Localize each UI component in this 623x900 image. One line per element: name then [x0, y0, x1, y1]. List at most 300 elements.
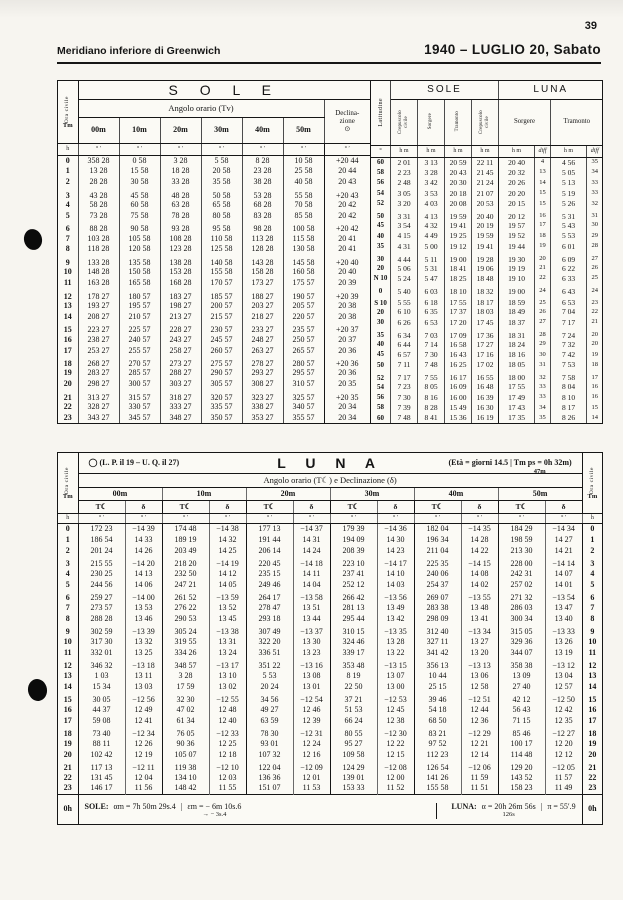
table-cell: 4 13	[418, 209, 445, 221]
unit-diff: diff	[535, 145, 551, 157]
table-cell: −13 39	[125, 624, 162, 636]
t-moon-header: T☾	[330, 500, 377, 513]
table-cell: 8 28	[242, 155, 283, 166]
punch-hole	[22, 227, 45, 252]
table-cell: 76 05	[162, 726, 209, 738]
unit-hm: h m	[472, 145, 499, 157]
table-cell: 14 24	[293, 545, 330, 556]
table-row	[58, 255, 370, 267]
table-cell: 20 41	[324, 244, 370, 255]
table-cell: 8	[65, 613, 70, 623]
table-cell: 52	[377, 199, 385, 208]
table-cell: 15 58	[119, 166, 160, 177]
table-cell: 12 26	[125, 738, 162, 749]
moon-phase-note: ◯ (L. P. il 19 – U. Q. il 27)	[88, 457, 180, 467]
ora-civile-label: Ora civile	[63, 466, 70, 495]
table-cell: −12 50	[545, 692, 582, 704]
table-cell: 93 01	[246, 738, 293, 749]
table-cell: 13 48	[461, 602, 498, 613]
table-cell: 138 28	[160, 255, 201, 267]
table-cell: 13 28	[377, 636, 414, 647]
header-rule	[57, 62, 601, 64]
table-cell: 120 58	[119, 244, 160, 255]
luna-parallax-value: π = 55′.9	[547, 802, 576, 811]
table-cell: 23	[63, 412, 72, 422]
unit-hm: h m	[499, 145, 535, 157]
table-cell: 85 46	[498, 726, 545, 738]
table-cell: 18 17	[472, 295, 499, 307]
table-cell: 32	[587, 199, 603, 209]
table-row	[371, 295, 603, 307]
table-cell: 18 05	[499, 360, 535, 370]
table-cell: 125 58	[201, 244, 242, 255]
table-cell: 189 19	[162, 534, 209, 545]
civile-label: civile	[403, 116, 409, 128]
table-cell: 14 08	[461, 568, 498, 579]
table-cell: 27	[535, 317, 551, 327]
table-cell: 5 26	[551, 199, 587, 209]
table-cell: 273 57	[78, 602, 125, 613]
table-cell: 40	[377, 231, 385, 240]
unit-deg-min: ° ′	[119, 143, 160, 155]
col-header-40m: 40m	[414, 487, 498, 500]
table-cell: 107 32	[246, 749, 293, 760]
table-cell: 12 39	[293, 715, 330, 726]
t-moon-header: T☾	[414, 500, 461, 513]
table-cell: 19	[587, 350, 603, 360]
table-cell: 17 49	[499, 392, 535, 402]
table-cell: 293 18	[246, 613, 293, 624]
table-cell: 32 30	[162, 692, 209, 704]
table-cell: 68 28	[242, 200, 283, 211]
table-row	[371, 252, 603, 264]
table-cell: 225 35	[414, 556, 461, 568]
table-cell: 2 48	[391, 178, 418, 188]
table-cell: 24	[535, 284, 551, 296]
table-cell: 93 28	[160, 221, 201, 233]
table-cell: 17 16	[472, 350, 499, 360]
table-cell: 18 25	[445, 274, 472, 284]
table-cell: 12 24	[293, 738, 330, 749]
unit-deg-min: ° ′	[78, 143, 119, 155]
table-cell: 22	[535, 274, 551, 284]
table-cell: 119 38	[162, 760, 209, 772]
table-cell: 134 10	[162, 772, 209, 783]
table-row	[371, 263, 603, 273]
table-cell: 198 27	[160, 301, 201, 312]
table-cell: 6 01	[551, 241, 587, 251]
table-cell: 12 04	[125, 772, 162, 783]
table-row	[58, 390, 370, 402]
table-cell: 8	[65, 244, 70, 254]
table-cell: 300 34	[498, 613, 545, 624]
unit-deg-min: ° ′	[201, 143, 242, 155]
table-row	[58, 602, 602, 613]
table-row	[58, 568, 602, 579]
table-cell: 12 16	[293, 749, 330, 760]
table-cell: 206 14	[246, 545, 293, 556]
table-cell: 240 06	[414, 568, 461, 579]
table-cell: 14 04	[293, 579, 330, 590]
table-cell: 19 25	[445, 231, 472, 241]
table-cell: 7 17	[551, 317, 587, 327]
table-cell: −14 20	[125, 556, 162, 568]
table-cell: 10	[582, 636, 602, 647]
table-cell: 13 07	[377, 670, 414, 681]
table-cell: 245 57	[201, 334, 242, 345]
table-cell: 20 34	[324, 402, 370, 413]
table-cell: 20	[587, 328, 603, 340]
table-cell: 7 11	[391, 360, 418, 370]
table-cell: 315 05	[498, 624, 545, 636]
table-cell: 247 21	[162, 579, 209, 590]
table-cell: 33 28	[160, 177, 201, 188]
table-cell: 20 59	[445, 157, 472, 167]
table-cell: 13 51	[293, 602, 330, 613]
table-cell: 22	[587, 307, 603, 317]
table-cell: 188 27	[242, 289, 283, 301]
table-cell: 12 36	[461, 715, 498, 726]
table-row	[371, 403, 603, 413]
table-cell: −14 19	[209, 556, 246, 568]
table-cell: 122 04	[246, 760, 293, 772]
table-row	[371, 360, 603, 370]
table-cell: 307 49	[246, 624, 293, 636]
table-cell: 7 23	[391, 382, 418, 392]
table-cell: 213 30	[498, 545, 545, 556]
table-cell: 12 48	[209, 704, 246, 715]
table-cell: 215 57	[201, 311, 242, 322]
sun-table-header	[58, 81, 370, 155]
table-cell: −12 33	[209, 726, 246, 738]
table-cell: 30	[377, 254, 385, 263]
table-cell: 249 46	[246, 579, 293, 590]
table-cell: 54	[377, 188, 385, 197]
table-cell: 8 16	[418, 392, 445, 402]
unit-diff: diff	[587, 145, 603, 157]
table-cell: 17 09	[445, 328, 472, 340]
table-cell: 52	[377, 373, 385, 382]
table-cell: 105 07	[162, 749, 209, 760]
table-cell: 20 43	[324, 177, 370, 188]
table-cell: 66 24	[330, 715, 377, 726]
table-cell: 16	[535, 209, 551, 221]
table-cell: 13	[63, 670, 72, 680]
table-cell: 17 35	[499, 413, 535, 423]
table-row	[58, 749, 602, 760]
table-cell: 184 29	[498, 523, 545, 534]
table-cell: 298 09	[414, 613, 461, 624]
table-cell: 177 13	[246, 523, 293, 534]
table-row	[58, 166, 370, 177]
table-cell: 332 01	[78, 647, 125, 658]
table-cell: 283 27	[78, 368, 119, 379]
table-cell: 12 44	[461, 704, 498, 715]
table-cell: 6 35	[418, 307, 445, 317]
table-cell: 319 55	[162, 636, 209, 647]
table-cell: +20 35	[324, 390, 370, 402]
table-cell: 58 28	[78, 200, 119, 211]
table-cell: −13 18	[125, 658, 162, 670]
table-cell: 353 48	[330, 658, 377, 670]
table-cell: 4	[65, 568, 70, 578]
table-cell: 18	[587, 360, 603, 370]
table-cell: 355 57	[283, 412, 324, 423]
age-text: (Età = giorni 14.5 | Tm ps = 0h 32m)	[448, 457, 572, 467]
table-cell: 12 03	[209, 772, 246, 783]
t-moon-header: T☾	[246, 500, 293, 513]
table-cell: 5 00	[418, 241, 445, 251]
table-cell: 19 41	[472, 241, 499, 251]
table-cell: 25	[587, 274, 603, 284]
delta-header: δ	[293, 500, 330, 513]
table-cell: 242 31	[498, 568, 545, 579]
table-cell: 97 52	[414, 738, 461, 749]
table-cell: 17 36	[472, 328, 499, 340]
unit-deg-min: ° ′	[78, 513, 125, 523]
table-cell: −14 00	[125, 590, 162, 602]
table-cell: 21	[63, 763, 72, 772]
table-row	[58, 334, 370, 345]
table-cell: 90 58	[119, 221, 160, 233]
table-cell: 23	[587, 295, 603, 307]
table-cell: 1	[65, 166, 70, 176]
unit-hm: h m	[391, 145, 418, 157]
ora-civile-label: Ora civile	[63, 95, 70, 124]
table-cell: 233 27	[242, 322, 283, 334]
table-cell: 12	[582, 658, 602, 670]
col-header-10m: 10m	[119, 117, 160, 143]
t-moon-header: T☾	[498, 500, 545, 513]
table-cell: 165 58	[119, 278, 160, 289]
table-cell: 7 39	[391, 403, 418, 413]
moon-table-header	[58, 453, 602, 523]
table-cell: 12 01	[293, 772, 330, 783]
table-cell: 8	[582, 613, 602, 624]
table-cell: −14 37	[293, 523, 330, 534]
sole-eps-block	[187, 803, 241, 819]
table-cell: 6 33	[551, 274, 587, 284]
table-cell: 275 57	[201, 356, 242, 368]
table-cell: 183 27	[160, 289, 201, 301]
table-cell: 18 48	[472, 274, 499, 284]
table-cell: 0	[378, 287, 383, 296]
table-cell: 78 28	[160, 210, 201, 221]
table-cell: 11	[63, 647, 72, 657]
table-cell: 17	[582, 715, 602, 726]
table-cell: 168 28	[160, 278, 201, 289]
table-cell: 14	[587, 413, 603, 423]
table-cell: 313 27	[78, 390, 119, 402]
table-cell: 0	[582, 523, 602, 534]
table-cell: 346 32	[78, 658, 125, 670]
table-cell: 16 58	[445, 339, 472, 349]
table-cell: 9	[582, 624, 602, 636]
table-cell: 22 50	[330, 681, 377, 692]
age-subnote: 47m	[533, 467, 546, 473]
table-cell: 13 11	[125, 670, 162, 681]
table-cell: −13 58	[293, 590, 330, 602]
unit-deg-min: ° ′	[209, 513, 246, 523]
table-cell: 350 57	[201, 412, 242, 423]
table-cell: 14 03	[377, 579, 414, 590]
table-cell: 105 58	[119, 233, 160, 244]
table-cell: 325 57	[283, 390, 324, 402]
unit-deg-min: ° ′	[377, 513, 414, 523]
table-cell: 195 57	[119, 301, 160, 312]
table-cell: −12 53	[377, 692, 414, 704]
tramonto-label: Tramonto	[454, 111, 460, 132]
table-cell: 305 24	[162, 624, 209, 636]
table-cell: 131 45	[78, 772, 125, 783]
table-cell: −12 06	[461, 760, 498, 772]
table-cell: 100 58	[283, 221, 324, 233]
table-cell: 5 31	[551, 209, 587, 221]
table-cell: +20 36	[324, 356, 370, 368]
table-cell: 14 07	[545, 568, 582, 579]
table-cell: 126 54	[414, 760, 461, 772]
unit-deg-min: ° ′	[283, 143, 324, 155]
table-row	[371, 199, 603, 209]
table-cell: 10 58	[283, 155, 324, 166]
table-cell: 118 28	[78, 244, 119, 255]
table-cell: 50	[377, 360, 385, 369]
table-cell: 136 36	[246, 772, 293, 783]
table-cell: 6 18	[418, 295, 445, 307]
footer-hour-left: 0h	[58, 794, 78, 824]
table-cell: 21 45	[472, 167, 499, 177]
table-cell: 11 49	[545, 783, 582, 794]
table-cell: 6 10	[391, 307, 418, 317]
t-moon-header: T☾	[162, 500, 209, 513]
sole-label: SOLE:	[84, 802, 109, 811]
table-cell: 7 55	[418, 370, 445, 382]
table-row	[58, 322, 370, 334]
table-cell: 13 20	[461, 647, 498, 658]
table-cell: 33	[587, 188, 603, 198]
table-row	[371, 231, 603, 241]
table-cell: 20	[582, 749, 602, 760]
table-cell: 148 28	[78, 267, 119, 278]
table-cell: 19 00	[445, 252, 472, 264]
table-cell: 80 55	[330, 726, 377, 738]
table-cell: 20 12	[499, 209, 535, 221]
table-cell: 14 23	[377, 545, 414, 556]
table-cell: 5 40	[391, 284, 418, 296]
table-row	[58, 658, 602, 670]
table-cell: 11	[63, 278, 72, 288]
table-cell: 17	[587, 370, 603, 382]
table-cell: 2 01	[391, 157, 418, 167]
table-cell: 5 31	[418, 263, 445, 273]
table-cell: 318 27	[160, 390, 201, 402]
table-cell: 12 45	[377, 704, 414, 715]
table-cell: 20 32	[499, 167, 535, 177]
table-cell: 88 28	[78, 221, 119, 233]
unit-deg-min: ° ′	[330, 513, 377, 523]
table-row	[58, 647, 602, 658]
col-header-00m: 00m	[78, 487, 162, 500]
table-cell: 310 15	[330, 624, 377, 636]
table-cell: 19 10	[499, 274, 535, 284]
table-row	[58, 301, 370, 312]
table-cell: 50 58	[201, 187, 242, 199]
table-cell: 205 57	[283, 301, 324, 312]
table-cell: 4 15	[391, 231, 418, 241]
table-cell: 268 27	[78, 356, 119, 368]
table-cell: 78 30	[246, 726, 293, 738]
moon-hour-angle-table	[58, 453, 602, 824]
table-cell: 14 25	[209, 545, 246, 556]
table-cell: 33	[587, 178, 603, 188]
table-cell: 13 06	[461, 670, 498, 681]
table-cell: 6 44	[391, 339, 418, 349]
table-cell: 14	[63, 681, 72, 691]
table-cell: 5 43	[551, 220, 587, 230]
table-cell: 14 06	[125, 579, 162, 590]
table-cell: 58	[377, 168, 385, 177]
table-cell: 13	[535, 167, 551, 177]
table-cell: 248 27	[242, 334, 283, 345]
table-cell: 63 28	[160, 200, 201, 211]
table-cell: 5 53	[246, 670, 293, 681]
ora-civile-header-right	[582, 453, 602, 513]
table-row	[371, 392, 603, 402]
table-cell: 3 28	[160, 155, 201, 166]
table-cell: 128 28	[242, 244, 283, 255]
table-cell: 19	[535, 241, 551, 251]
table-cell: 5 06	[391, 263, 418, 273]
table-cell: 14 32	[209, 534, 246, 545]
table-row	[58, 345, 370, 356]
table-cell: 351 22	[246, 658, 293, 670]
table-cell: S 10	[374, 298, 387, 307]
sorgere-header	[418, 99, 445, 145]
table-cell: 2	[65, 545, 70, 555]
table-cell: 1	[65, 534, 70, 544]
table-cell: 258 27	[160, 345, 201, 356]
table-row	[58, 590, 602, 602]
table-row	[58, 244, 370, 255]
table-row	[58, 177, 370, 188]
unit-deg-min: ° ′	[160, 143, 201, 155]
table-cell: 263 27	[242, 345, 283, 356]
tm-label: Tm	[587, 493, 598, 501]
unit-hour: h	[582, 513, 602, 523]
table-cell: 264 17	[246, 590, 293, 602]
col-header-20m: 20m	[246, 487, 330, 500]
luna-label: LUNA:	[451, 802, 477, 811]
table-cell: 223 10	[330, 556, 377, 568]
table-row	[58, 738, 602, 749]
table-cell: 59 08	[78, 715, 125, 726]
table-cell: −14 17	[377, 556, 414, 568]
moon-table-body	[58, 523, 602, 794]
table-cell: 13	[63, 300, 72, 310]
table-cell: 45 58	[119, 187, 160, 199]
moon-title-bar	[78, 453, 582, 473]
ora-civile-header	[58, 81, 78, 143]
rise-set-body	[371, 157, 603, 423]
table-cell: 175 57	[283, 278, 324, 289]
table-cell: −12 34	[125, 726, 162, 738]
table-cell: 340 57	[283, 402, 324, 413]
table-cell: 343 27	[78, 412, 119, 423]
table-cell: 28	[535, 328, 551, 340]
table-cell: 252 12	[330, 579, 377, 590]
table-cell: 55 58	[283, 187, 324, 199]
table-cell: 160 58	[283, 267, 324, 278]
